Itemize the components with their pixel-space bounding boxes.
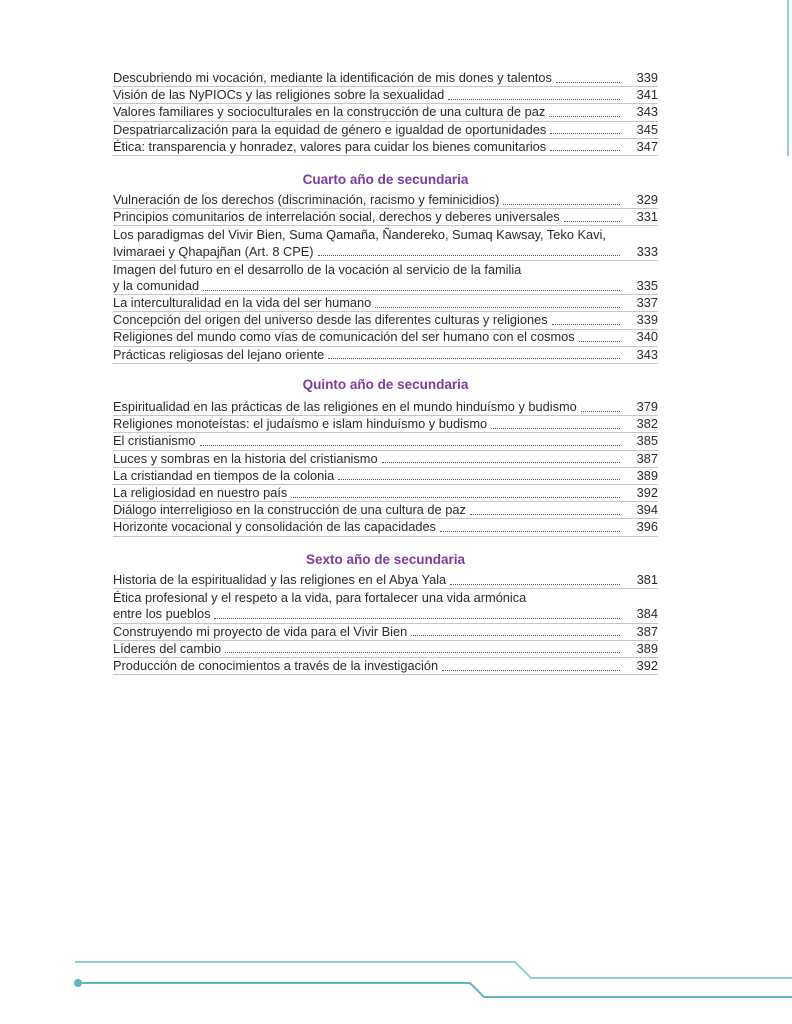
toc-page-number: 339 bbox=[636, 69, 658, 85]
toc-entry bbox=[113, 312, 658, 329]
toc-line bbox=[113, 295, 658, 311]
toc-page-number: 389 bbox=[636, 640, 658, 656]
dot-leader bbox=[550, 150, 620, 151]
dot-leader bbox=[291, 497, 620, 498]
toc-entry bbox=[113, 502, 658, 519]
page-edge-line bbox=[787, 0, 789, 156]
toc-line bbox=[113, 624, 658, 640]
toc-entry bbox=[113, 416, 658, 433]
toc-entry-title: Producción de conocimientos a través de la investigación bbox=[113, 657, 439, 673]
section-heading: Sexto año de secundaria bbox=[305, 552, 466, 567]
toc-line bbox=[113, 641, 658, 657]
toc-line bbox=[113, 244, 658, 260]
toc-line bbox=[113, 606, 658, 622]
toc-entry bbox=[113, 122, 658, 139]
dot-leader bbox=[440, 531, 620, 532]
toc-entry-title: Religiones del mundo como vías de comunicación del ser humano con el cosmos bbox=[113, 329, 575, 345]
toc-section-continuation bbox=[113, 70, 658, 156]
toc-section-sexto bbox=[113, 572, 658, 675]
decorative-circuit-lines bbox=[0, 940, 792, 1010]
toc-entry-title: Ética: transparencia y honradez, valores para cuidar los bienes comunitarios bbox=[113, 138, 547, 154]
toc-page-number: 343 bbox=[636, 104, 658, 120]
dot-leader bbox=[579, 341, 620, 342]
toc-entry bbox=[113, 87, 658, 104]
dot-leader bbox=[503, 204, 620, 205]
dot-leader bbox=[581, 411, 620, 412]
circuit-dot bbox=[74, 979, 82, 987]
toc-entry-title: Vulneración de los derechos (discriminación, racismo y feminicidios) bbox=[113, 191, 500, 207]
toc-line bbox=[113, 451, 658, 467]
section-heading: Quinto año de secundaria bbox=[302, 377, 469, 392]
toc-entry-title: Espiritualidad en las prácticas de las religiones en el mundo hinduísmo y budismo bbox=[113, 398, 577, 414]
toc-page-number: 384 bbox=[636, 606, 658, 622]
toc-entry-title: Diálogo interreligioso en la construcción de una cultura de paz bbox=[113, 502, 466, 518]
toc-page-number: 335 bbox=[636, 277, 658, 293]
toc-entry bbox=[113, 572, 658, 589]
toc-entry bbox=[113, 451, 658, 468]
toc-entry-title: La religiosidad en nuestro país bbox=[113, 484, 288, 500]
toc-page-number: 340 bbox=[636, 329, 658, 345]
toc-page-number: 347 bbox=[636, 138, 658, 154]
toc-page-number: 392 bbox=[636, 484, 658, 500]
toc-page-number: 337 bbox=[636, 295, 658, 311]
toc-entry bbox=[113, 295, 658, 312]
toc-line bbox=[113, 658, 658, 674]
toc-entry bbox=[113, 433, 658, 450]
toc-entry-title: Despatriarcalización para la equidad de género e igualdad de oportunidades bbox=[113, 121, 547, 137]
toc-section-cuarto bbox=[113, 192, 658, 364]
toc-line bbox=[113, 104, 658, 120]
toc-line bbox=[113, 485, 658, 501]
toc-entry-title: Prácticas religiosas del lejano oriente bbox=[113, 346, 325, 362]
toc-line bbox=[113, 70, 658, 86]
dot-leader bbox=[375, 307, 620, 308]
toc-entry bbox=[113, 330, 658, 347]
toc-entry-title: Descubriendo mi vocación, mediante la identificación de mis dones y talentos bbox=[113, 69, 552, 85]
toc-entry-title: Concepción del origen del universo desde las diferentes culturas y religiones bbox=[113, 312, 548, 328]
toc-entry bbox=[113, 104, 658, 121]
toc-entry bbox=[113, 226, 658, 260]
toc-entry-title: Religiones monoteístas: el judaísmo e islam hinduísmo y budismo bbox=[113, 416, 488, 432]
toc-page-number: 387 bbox=[636, 623, 658, 639]
toc-line bbox=[113, 139, 658, 155]
circuit-line-lower bbox=[78, 983, 792, 997]
dot-leader bbox=[442, 670, 620, 671]
toc-entry bbox=[113, 468, 658, 485]
toc-page-number: 343 bbox=[636, 346, 658, 362]
toc-entry-title: entre los pueblos bbox=[113, 606, 211, 622]
toc-page-number: 389 bbox=[636, 467, 658, 483]
toc-entry bbox=[113, 209, 658, 226]
toc-entry-title: Principios comunitarios de interrelación social, derechos y deberes universales bbox=[113, 209, 560, 225]
toc-line bbox=[113, 209, 658, 225]
toc-entry bbox=[113, 261, 658, 295]
toc-line bbox=[113, 416, 658, 432]
toc-entry bbox=[113, 139, 658, 156]
toc-page-number: 385 bbox=[636, 433, 658, 449]
toc-entry-title: y la comunidad bbox=[113, 277, 200, 293]
dot-leader bbox=[338, 479, 620, 480]
toc-entry bbox=[113, 485, 658, 502]
toc-entry-title: Historia de la espiritualidad y las religiones en el Abya Yala bbox=[113, 571, 447, 587]
toc-page-number: 329 bbox=[636, 191, 658, 207]
dot-leader bbox=[550, 133, 620, 134]
toc-line bbox=[113, 192, 658, 208]
dot-leader bbox=[450, 584, 620, 585]
toc-page-number: 387 bbox=[636, 450, 658, 466]
toc-entry-title-line: Imagen del futuro en el desarrollo de la vocación al servicio de la familia bbox=[113, 261, 522, 277]
toc-entry-title: Luces y sombras en la historia del cristianismo bbox=[113, 450, 378, 466]
toc-page-number: 333 bbox=[636, 243, 658, 259]
toc-page-number: 382 bbox=[636, 416, 658, 432]
toc-entry-title: Construyendo mi proyecto de vida para el Vivir Bien bbox=[113, 623, 408, 639]
toc-entry-title-line: Los paradigmas del Vivir Bien, Suma Qamaña, Ñandereko, Sumaq Kawsay, Teko Kavi, bbox=[113, 227, 606, 243]
toc-page-number: 345 bbox=[636, 121, 658, 137]
circuit-line-upper bbox=[75, 962, 792, 978]
dot-leader bbox=[564, 221, 620, 222]
toc-line bbox=[113, 87, 658, 103]
toc-line bbox=[113, 312, 658, 328]
toc-page-number: 392 bbox=[636, 657, 658, 673]
toc-line bbox=[113, 519, 658, 535]
toc-line bbox=[113, 278, 658, 294]
toc-entry bbox=[113, 347, 658, 364]
toc-entry bbox=[113, 624, 658, 641]
dot-leader bbox=[214, 618, 620, 619]
dot-leader bbox=[470, 514, 620, 515]
toc-page-number: 381 bbox=[636, 571, 658, 587]
toc-entry bbox=[113, 519, 658, 536]
dot-leader bbox=[556, 82, 620, 83]
toc-line bbox=[113, 502, 658, 518]
toc-line bbox=[113, 433, 658, 449]
toc-entry-title: Líderes del cambio bbox=[113, 640, 222, 656]
dot-leader bbox=[328, 358, 620, 359]
toc-entry-title: Horizonte vocacional y consolidación de las capacidades bbox=[113, 519, 436, 535]
toc-page-number: 379 bbox=[636, 398, 658, 414]
toc-line bbox=[113, 122, 658, 138]
dot-leader bbox=[382, 462, 620, 463]
toc-entry-title: Visión de las NyPIOCs y las religiones sobre la sexualidad bbox=[113, 87, 445, 103]
dot-leader bbox=[491, 428, 620, 429]
dot-leader bbox=[448, 99, 620, 100]
toc-entry bbox=[113, 589, 658, 623]
toc-entry-title-line: Ética profesional y el respeto a la vida, para fortalecer una vida armónica bbox=[113, 590, 527, 606]
toc-line bbox=[113, 572, 658, 588]
dot-leader bbox=[318, 255, 620, 256]
toc-page-number: 341 bbox=[636, 87, 658, 103]
dot-leader bbox=[552, 324, 620, 325]
dot-leader bbox=[200, 445, 621, 446]
toc-entry bbox=[113, 641, 658, 658]
toc-entry bbox=[113, 192, 658, 209]
toc-page-number: 331 bbox=[636, 209, 658, 225]
toc-line bbox=[113, 399, 658, 415]
toc-entry bbox=[113, 70, 658, 87]
toc-section-quinto bbox=[113, 399, 658, 537]
toc-entry-title: La cristiandad en tiempos de la colonia bbox=[113, 467, 335, 483]
toc-entry-title: Valores familiares y socioculturales en la construcción de una cultura de paz bbox=[113, 104, 546, 120]
dot-leader bbox=[203, 290, 620, 291]
toc-entry-title: La interculturalidad en la vida del ser humano bbox=[113, 295, 372, 311]
toc-line bbox=[113, 330, 658, 346]
toc-line bbox=[113, 347, 658, 363]
toc-line bbox=[113, 468, 658, 484]
toc-page-number: 396 bbox=[636, 519, 658, 535]
toc-entry bbox=[113, 658, 658, 675]
toc-entry-title: Ivimaraei y Qhapajñan (Art. 8 CPE) bbox=[113, 243, 314, 259]
toc-entry bbox=[113, 399, 658, 416]
toc-page-number: 339 bbox=[636, 312, 658, 328]
dot-leader bbox=[411, 635, 620, 636]
dot-leader bbox=[225, 652, 620, 653]
dot-leader bbox=[549, 116, 620, 117]
toc-entry-title: El cristianismo bbox=[113, 433, 196, 449]
toc-page-number: 394 bbox=[636, 502, 658, 518]
section-heading: Cuarto año de secundaria bbox=[302, 172, 469, 187]
